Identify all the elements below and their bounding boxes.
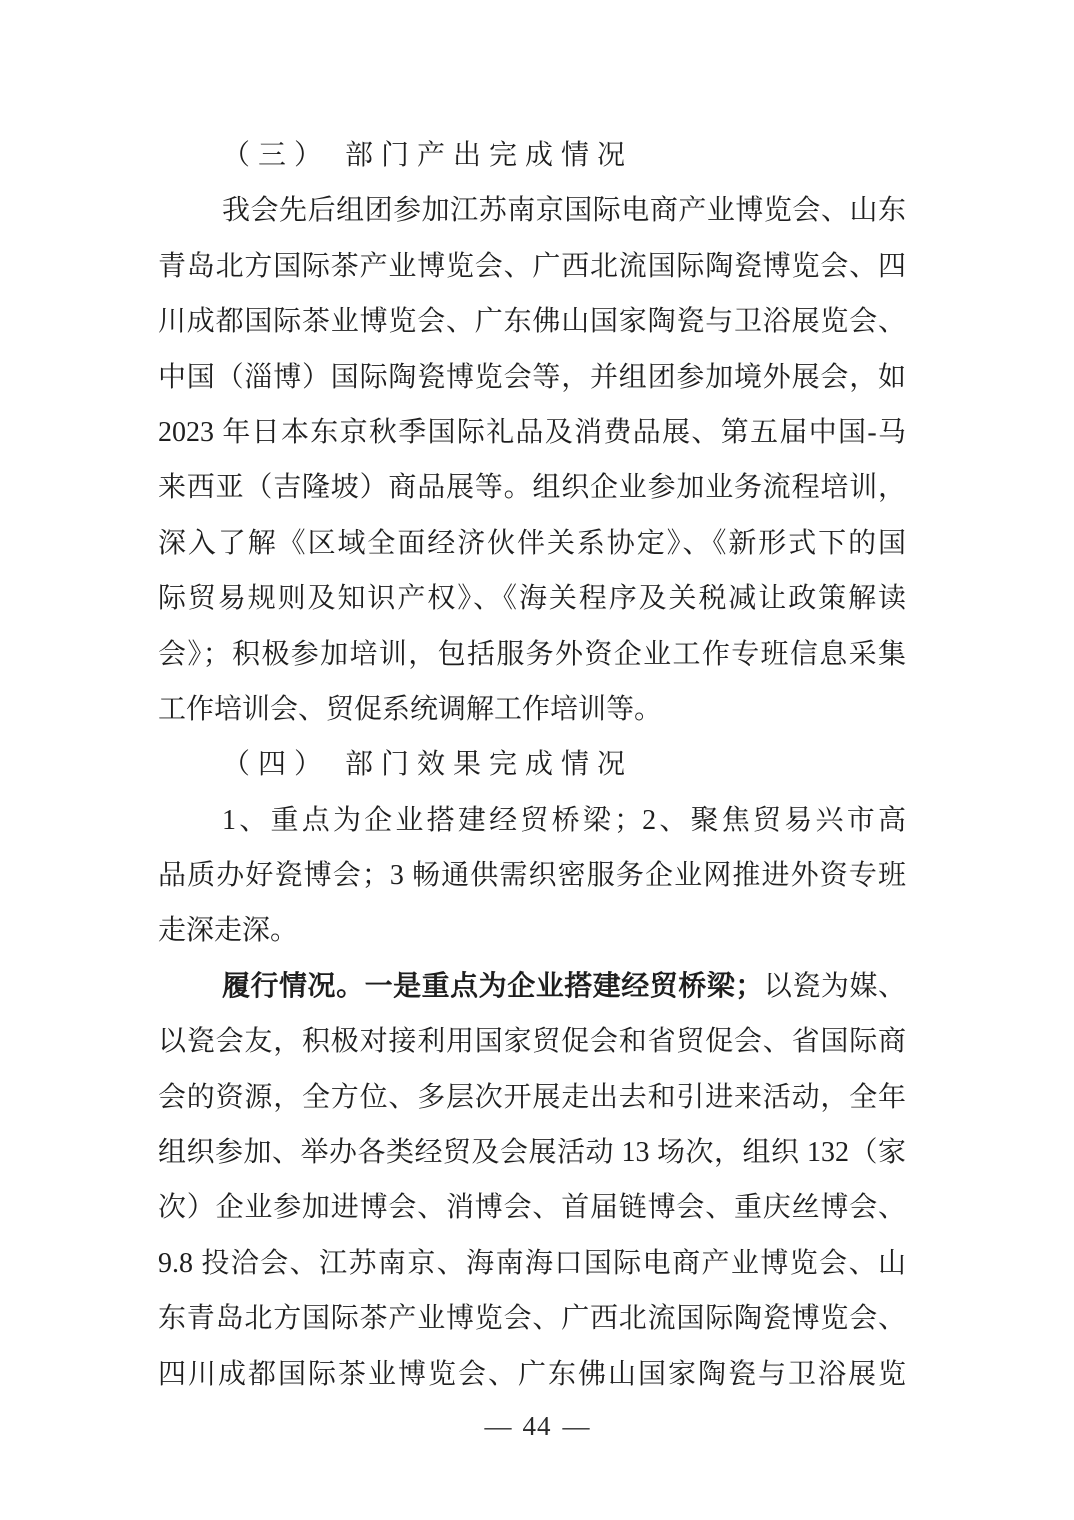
- paragraph-line: 东青岛北方国际茶产业博览会、广西北流国际陶瓷博览会、: [158, 1303, 906, 1335]
- paragraph-line: 工作培训会、贸促系统调解工作培训等。: [158, 693, 663, 725]
- paragraph-line: 2023 年日本东京秋季国际礼品及消费品展、第五届中国-马: [158, 416, 906, 448]
- paragraph-line: 深入了解《区域全面经济伙伴关系协定》、《新形式下的国: [158, 527, 906, 559]
- document-body: [158, 128, 906, 1402]
- paragraph-line: 以瓷会友，积极对接利用国家贸促会和省贸促会、省国际商: [158, 1026, 906, 1058]
- paragraph-line: 际贸易规则及知识产权》、《海关程序及关税减让政策解读: [158, 583, 906, 615]
- paragraph-line: 四川成都国际茶业博览会、广东佛山国家陶瓷与卫浴展览: [158, 1358, 906, 1390]
- paragraph-line: 会》；积极参加培训，包括服务外资企业工作专班信息采集: [158, 638, 906, 670]
- paragraph-line: 组织参加、举办各类经贸及会展活动 13 场次，组织 132（家: [158, 1137, 906, 1169]
- paragraph-line: 会的资源，全方位、多层次开展走出去和引进来活动，全年: [158, 1081, 906, 1113]
- paragraph-line: 来西亚（吉隆坡）商品展等。组织企业参加业务流程培训，: [158, 472, 906, 504]
- page-footer: [0, 1408, 1074, 1444]
- lead-line-regular-text: 以瓷为媒、: [763, 970, 906, 1002]
- section-heading-4: （四） 部门效果完成情况: [222, 749, 634, 781]
- paragraph-line: 次）企业参加进博会、消博会、首届链博会、重庆丝博会、: [158, 1192, 906, 1224]
- footer-dash-left: —: [484, 1411, 512, 1441]
- paragraph-line: 我会先后组团参加江苏南京国际电商产业博览会、山东: [222, 195, 906, 227]
- paragraph-line: 走深走深。: [158, 915, 299, 947]
- paragraph-line: 中国（淄博）国际陶瓷博览会等，并组团参加境外展会，如: [158, 361, 906, 393]
- paragraph-line: 1、重点为企业搭建经贸桥梁；2、聚焦贸易兴市高: [222, 804, 906, 836]
- paragraph-line: 川成都国际茶业博览会、广东佛山国家陶瓷与卫浴展览会、: [158, 306, 906, 338]
- paragraph-line-bold-lead: [158, 959, 906, 1014]
- paragraph-line: 9.8 投洽会、江苏南京、海南海口国际电商产业博览会、山: [158, 1247, 906, 1279]
- footer-dash-right: —: [562, 1411, 590, 1441]
- paragraph-line: 品质办好瓷博会；3 畅通供需织密服务企业网推进外资专班: [158, 860, 906, 892]
- bold-lead-text: 履行情况。一是重点为企业搭建经贸桥梁；: [222, 970, 764, 1002]
- paragraph-line: 青岛北方国际茶产业博览会、广西北流国际陶瓷博览会、四: [158, 250, 906, 282]
- section-heading-3: （三） 部门产出完成情况: [222, 140, 634, 171]
- page-number: 44: [522, 1411, 552, 1441]
